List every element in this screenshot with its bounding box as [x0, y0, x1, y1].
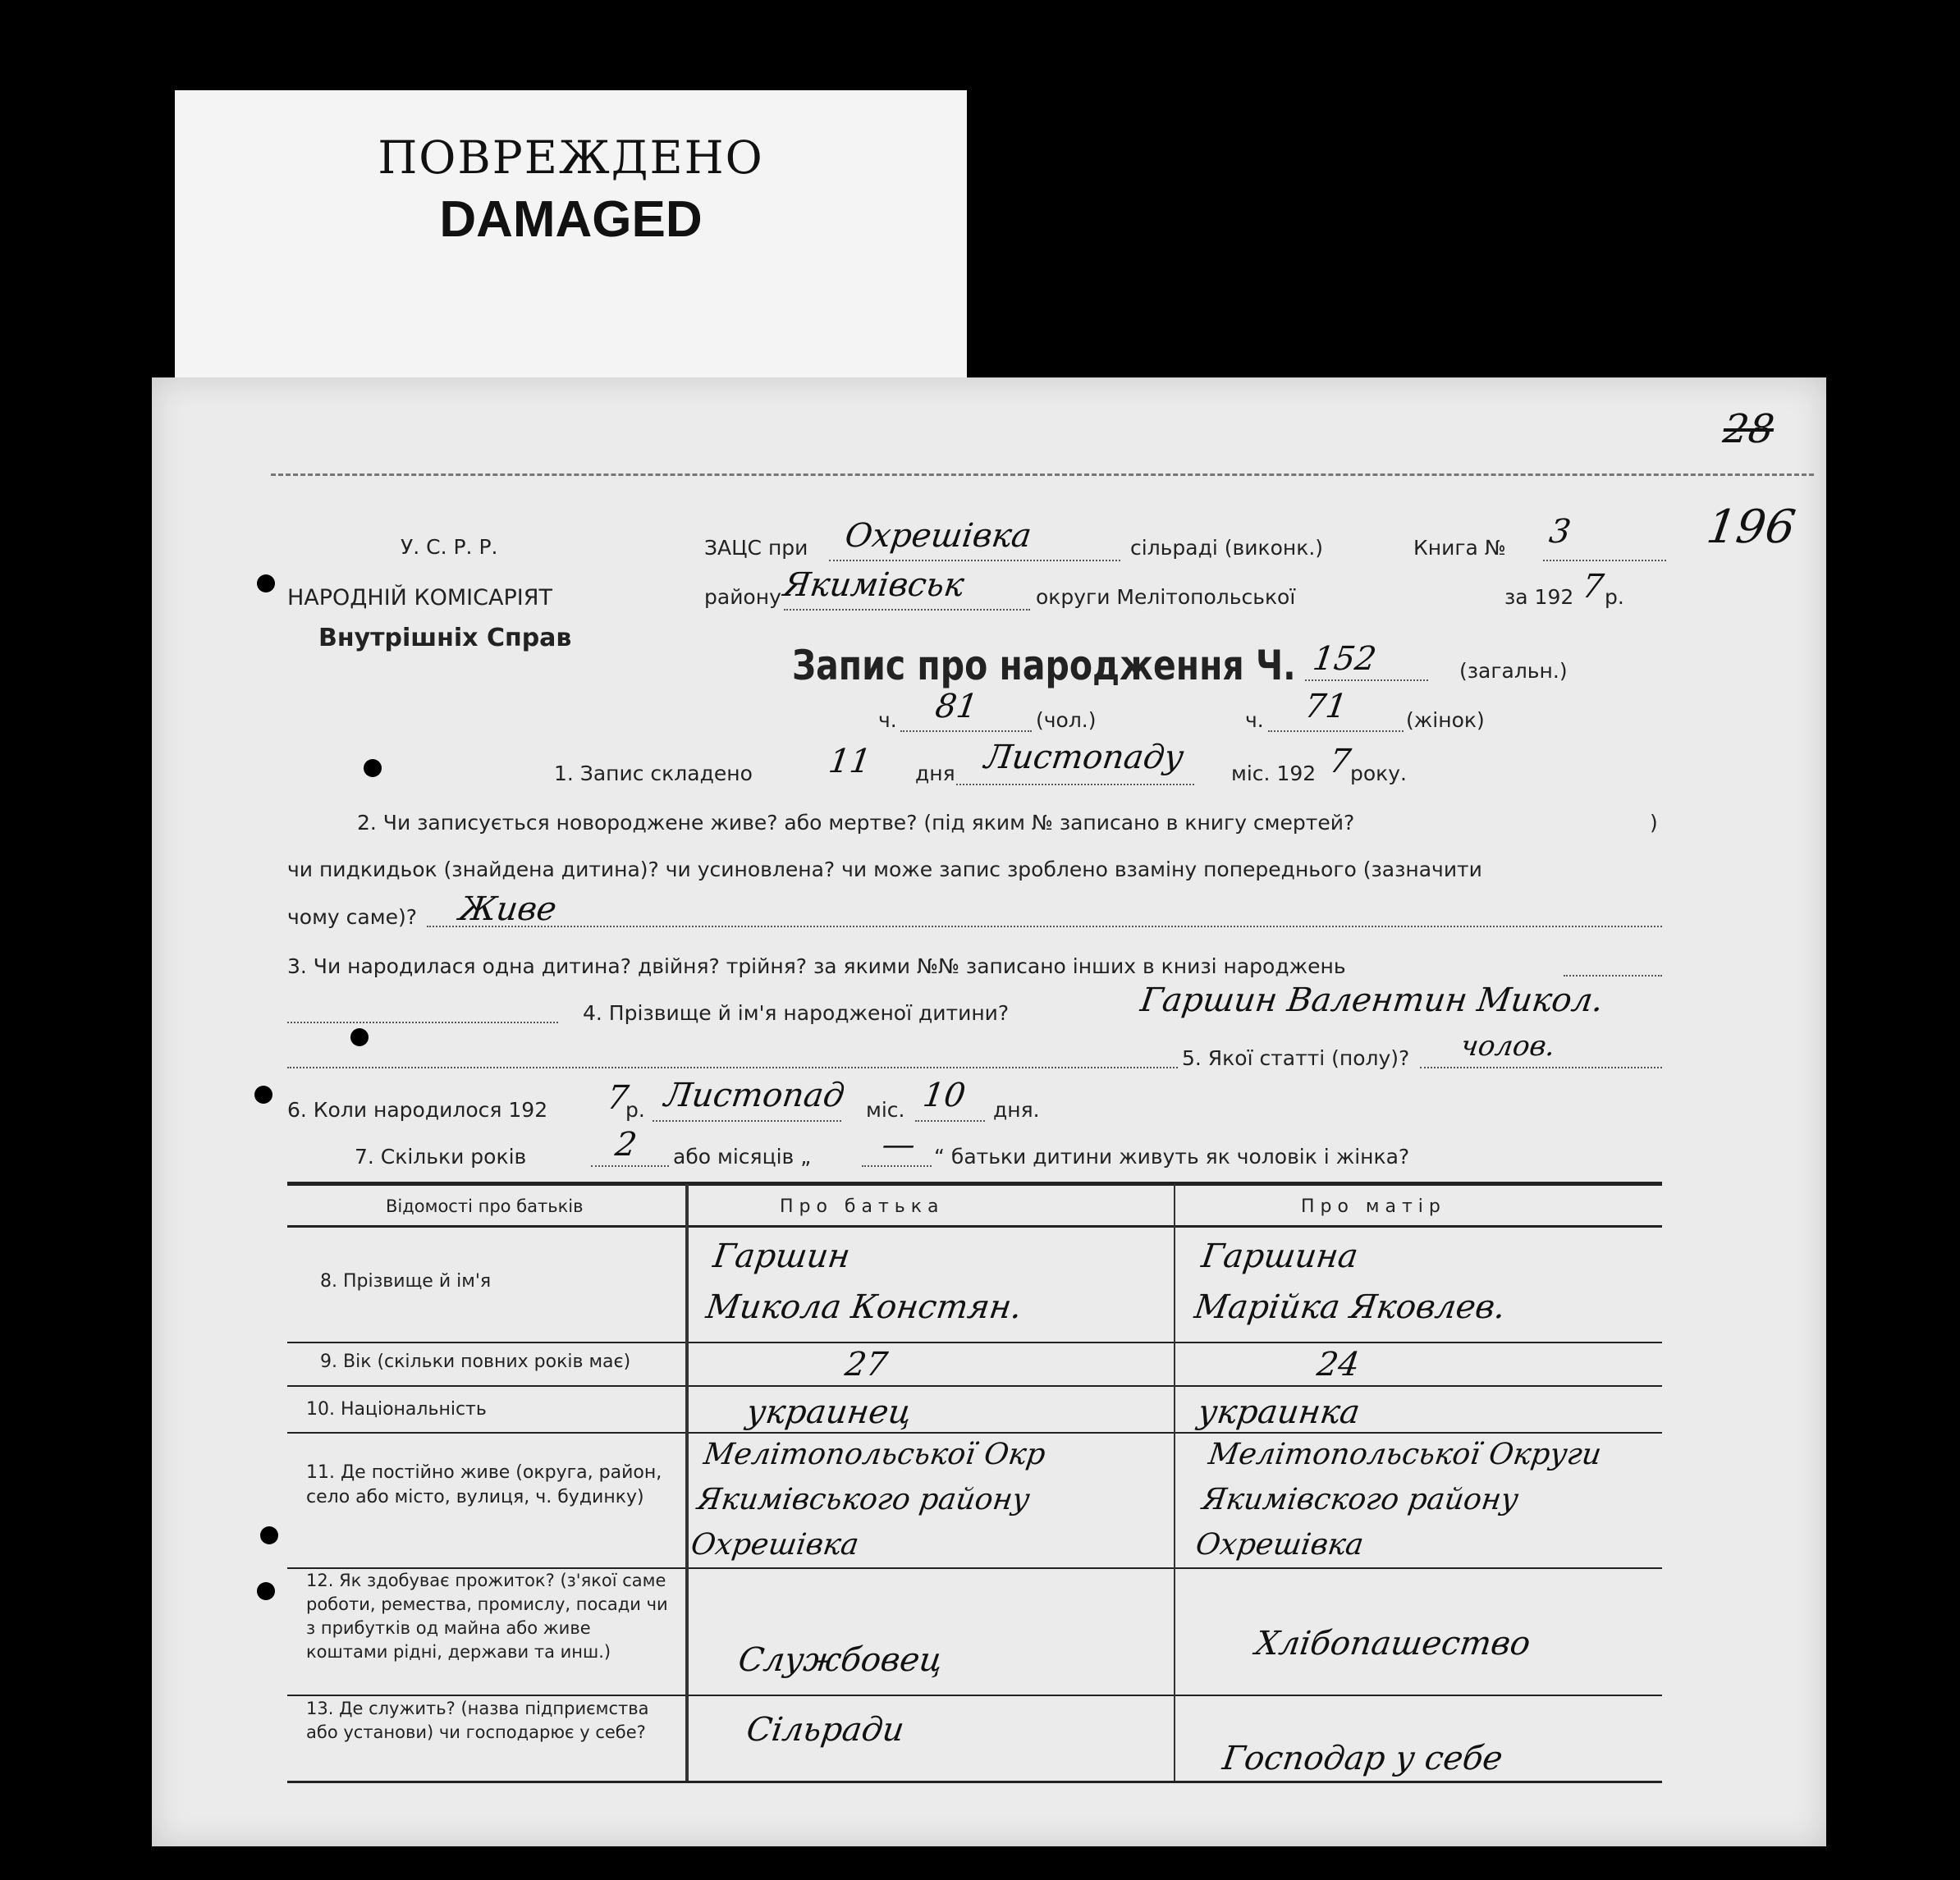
female-prefix: ч. [1245, 708, 1264, 732]
okrug: округи Мелітопольської [1036, 585, 1296, 609]
q2-line2: чи пидкидьок (знайдена дитина)? чи усиновлена? чи може запис зроблено взаміну попереднього (зазначити [287, 858, 1482, 881]
q4: 4. Прізвище й ім'я народженої дитини? [583, 1001, 1010, 1025]
book-number-line [1543, 560, 1666, 561]
book-number: 3 [1546, 513, 1573, 551]
q6-month-line [653, 1120, 841, 1122]
male-number: 81 [932, 688, 981, 725]
q6-mid: р. [625, 1098, 645, 1122]
q5-answer-line [1420, 1067, 1662, 1068]
male-prefix: ч. [878, 708, 897, 732]
record-general: (загальн.) [1459, 659, 1568, 683]
damaged-label-english: DAMAGED [439, 191, 703, 248]
row-9-father: 27 [842, 1346, 891, 1384]
damaged-label-ukrainian: ПОВРЕЖДЕНО [378, 131, 764, 184]
row-8-mother: Гаршина Марійка Яковлев. [1192, 1237, 1508, 1326]
zacs-village-line [829, 560, 1120, 561]
record-number-line [1305, 679, 1428, 681]
zacs-suffix: сільраді (виконк.) [1130, 536, 1324, 560]
district-prefix: району [704, 585, 781, 609]
q1-mid: дня [915, 762, 955, 785]
q4-answer: Гаршин Валентин Микол. [1138, 981, 1606, 1019]
binding-hole [257, 574, 275, 592]
header-commissariat: НАРОДНІЙ КОМІСАРІЯТ [287, 585, 552, 611]
binding-hole [260, 1526, 278, 1544]
row-9-mother: 24 [1314, 1346, 1362, 1384]
male-number-line [900, 730, 1032, 732]
q6-month: Листопад [662, 1077, 847, 1114]
page-number-struck: 28 [1720, 406, 1778, 452]
q6-end: дня. [993, 1098, 1040, 1122]
table-column-divider [685, 1184, 689, 1781]
row-13-label: 13. Де служить? (назва підприємства або установи) чи господарює у себе? [306, 1699, 649, 1742]
q4-lead-line [287, 1022, 558, 1023]
record-title: Запис про народження Ч. [792, 642, 1296, 689]
year-digit: 7 [1579, 568, 1606, 606]
header-ussr: У. С. Р. Р. [401, 535, 498, 559]
table-header-parents: Відомості про батьків [386, 1196, 584, 1216]
damaged-label-card [175, 90, 967, 402]
row-8-label: 8. Прізвище й ім'я [320, 1271, 492, 1292]
row-11-label: 11. Де постійно живе (округа, район, село або місто, вулиця, ч. будинку) [306, 1462, 662, 1507]
q2-line3: чому саме)? [287, 905, 417, 929]
q1-end: року. [1350, 762, 1408, 785]
female-number: 71 [1302, 688, 1350, 725]
row-12-father: Службовец [735, 1641, 946, 1679]
q2-answer-line [427, 926, 1662, 927]
table-row-rule [287, 1342, 1662, 1343]
q3-line [1564, 975, 1662, 977]
row-11-mother: Мелітопольської Округи Якимівского району Охрешівка [1193, 1438, 1604, 1562]
year-suffix: р. [1605, 585, 1624, 609]
q7-months: — [879, 1126, 918, 1164]
table-header-mother: П р о м а т і р [1301, 1196, 1440, 1217]
binding-hole [364, 759, 382, 777]
row-8-father: Гаршин Микола Констян. [703, 1237, 1024, 1326]
female-number-line [1268, 730, 1404, 732]
binding-hole [257, 1582, 275, 1600]
row-12-label: 12. Як здобуває прожиток? (з'якої саме роботи, ремества, промислу, посади чи з прибутків од майна або живе коштами рідні, держави та инш.) [306, 1571, 668, 1662]
q6-year: 7 [604, 1079, 631, 1117]
q6-day-line [915, 1120, 985, 1122]
zacs-prefix: ЗАЦС при [704, 536, 808, 560]
table-row-rule [287, 1695, 1662, 1696]
row-11-father: Мелітопольської Окр Якимівського району Охрешівка [689, 1438, 1048, 1562]
book-label: Книга № [1413, 536, 1506, 560]
q2-answer: Живе [456, 890, 559, 928]
q6-prefix: 6. Коли народилося 192 [287, 1098, 548, 1122]
q2-line1: 2. Чи записується новороджене живе? або мертве? (під яким № записано в книгу смертей? [357, 811, 1355, 835]
q7-prefix: 7. Скільки років [355, 1145, 527, 1169]
q7-months-line [862, 1165, 932, 1167]
binding-hole [350, 1028, 369, 1046]
q3: 3. Чи народилася одна дитина? двійня? трійня? за якими №№ записано інших в книзі народжень [287, 954, 1346, 978]
q1-prefix: 1. Запис складено [554, 762, 753, 785]
top-dashed-rule [271, 473, 1814, 476]
q6-mid2: міс. [866, 1098, 905, 1122]
q5-lead-line [287, 1067, 1178, 1068]
district: Якимівськ [781, 566, 967, 604]
row-13-mother: Господар у себе [1220, 1740, 1505, 1777]
year-prefix: за 192 [1504, 585, 1574, 609]
q7-years: 2 [612, 1126, 639, 1164]
q7-years-line [591, 1165, 669, 1167]
q6-day: 10 [920, 1077, 969, 1114]
q1-year: 7 [1326, 743, 1353, 780]
q7-end: “ батьки дитини живуть як чоловік і жінка? [934, 1145, 1410, 1169]
table-bottom-rule [287, 1781, 1662, 1783]
record-number: 152 [1310, 640, 1379, 678]
male-label: (чол.) [1036, 708, 1097, 732]
q1-month-line [956, 784, 1194, 785]
row-13-father: Сільради [744, 1711, 907, 1749]
row-10-father: украинец [744, 1393, 914, 1431]
table-row-rule [287, 1385, 1662, 1387]
q5-answer: чолов. [1459, 1030, 1558, 1063]
row-12-mother: Хлібопашество [1252, 1625, 1533, 1663]
page-number: 196 [1703, 501, 1799, 554]
header-internal-affairs: Внутрішніх Справ [318, 624, 572, 652]
table-header-rule [287, 1225, 1662, 1228]
q7-mid: або місяців „ [673, 1145, 812, 1169]
row-9-label: 9. Вік (скільки повних років має) [320, 1352, 631, 1372]
q5: 5. Якої статті (полу)? [1182, 1046, 1410, 1070]
binding-hole [254, 1086, 272, 1104]
q1-suffix: міс. 192 [1231, 762, 1317, 785]
q1-month: Листопаду [982, 739, 1186, 776]
table-header-father: П р о б а т ь к а [780, 1196, 939, 1217]
table-column-divider [1174, 1184, 1175, 1781]
q1-day: 11 [826, 743, 874, 780]
female-label: (жінок) [1406, 708, 1485, 732]
table-top-rule [287, 1182, 1662, 1186]
row-10-mother: украинка [1195, 1393, 1362, 1431]
row-10-label: 10. Національність [306, 1399, 487, 1420]
zacs-village: Охрешівка [842, 517, 1034, 555]
q2-close: ) [1650, 811, 1658, 835]
district-line [784, 609, 1030, 611]
